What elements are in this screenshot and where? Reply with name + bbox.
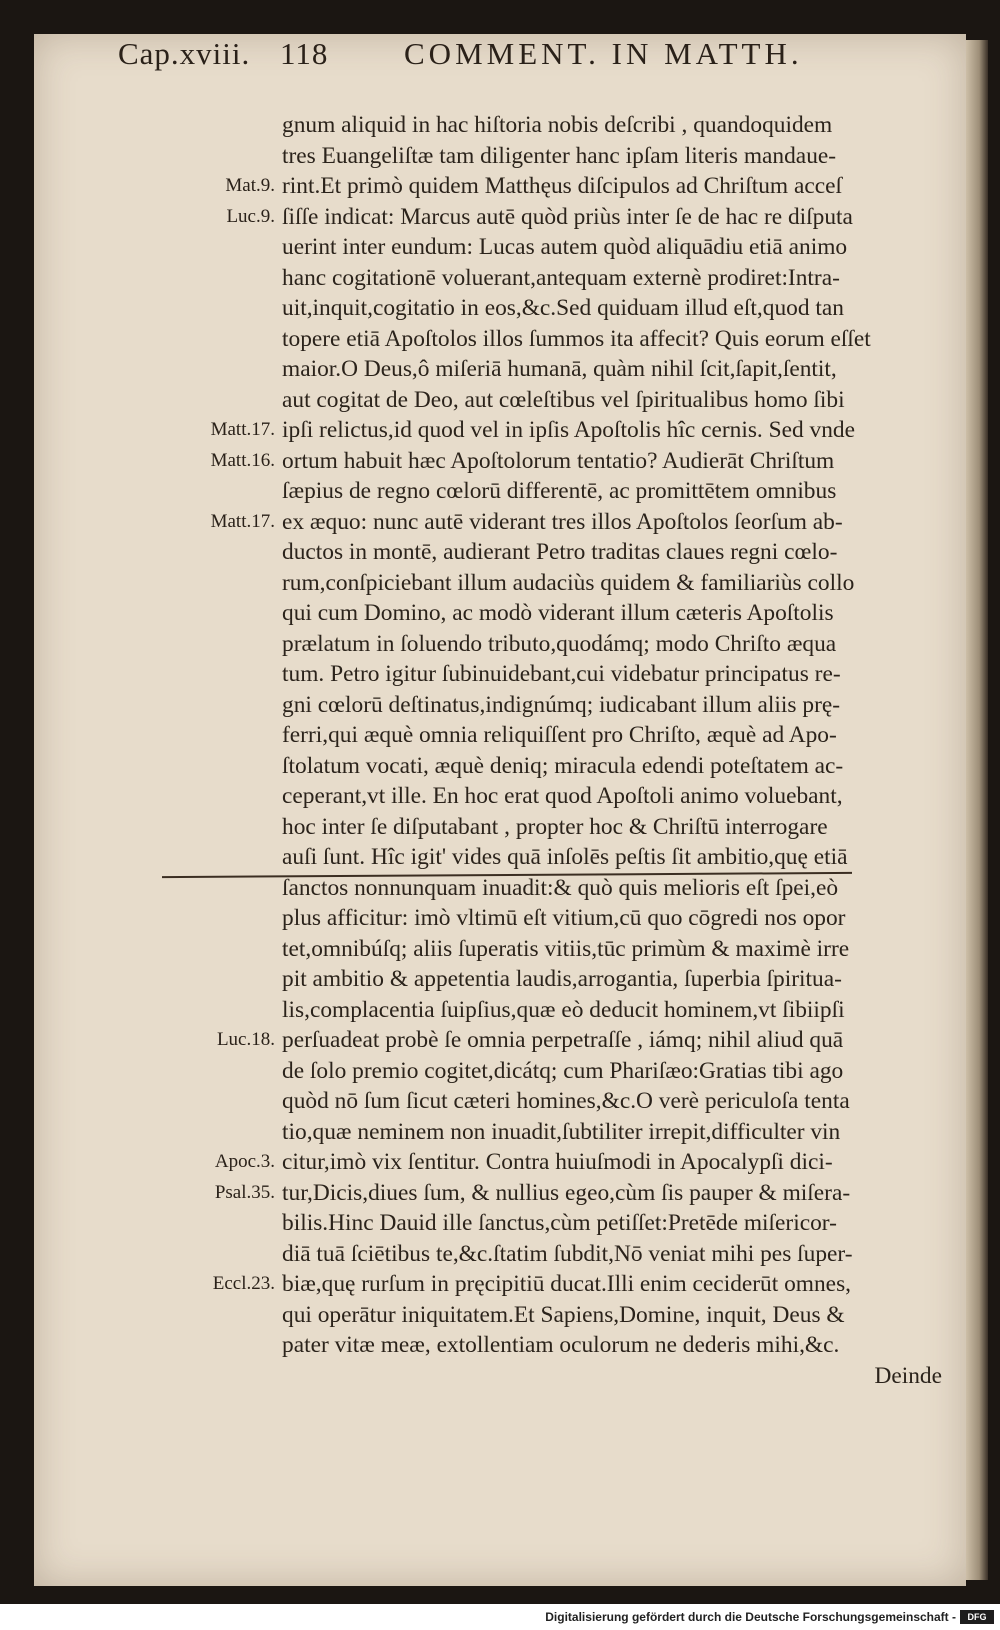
text-line: ſæpius de regno cœlorū differentē, ac promittētem omnibus: [282, 478, 837, 504]
text-line: de ſolo premio cogitet,dicátq; cum Phariſæo:Gratias tibi ago: [282, 1057, 844, 1084]
text-line: ferri,qui æquè omnia reliquiſſent pro Chriſto, æquè ad Apo-: [282, 722, 837, 748]
text-line: uit,inquit,cogitatio in eos,&c.Sed quiduam illud eſt,quod tan: [282, 295, 844, 321]
text-line: rint.Et primò quidem Matthęus diſcipulos ad Chriſtum acceſ: [282, 173, 842, 199]
text-line: plus afficitur: imò vltimū eſt vitium,cū quo cōgredi nos opor: [282, 905, 846, 931]
text-line: maior.O Deus,ô miſeriā humanā, quàm nihil ſcit,ſapit,ſentit,: [282, 356, 837, 382]
text-line: diā tuā ſciētibus te,&c.ſtatim ſubdit,Nō veniat mihi pes ſuper-: [282, 1240, 853, 1267]
text-line: ex æquo: nunc autē viderant tres illos Apoſtolos ſeorſum ab-: [282, 508, 843, 535]
text-line: pater vitæ meæ, extollentiam oculorum ne dederis mihi,&c.: [282, 1332, 840, 1358]
text-line: ſiſſe indicat: Marcus autē quòd priùs inter ſe de hac re diſputa: [282, 203, 853, 230]
margin-note: Psal.35.: [214, 1181, 275, 1203]
text-line: citur,imò vix ſentitur. Contra huiuſmodi in Apocalypſi dici-: [282, 1149, 833, 1175]
page-edge: [966, 40, 988, 1580]
text-line: ipſi relictus,id quod vel in ipſis Apoſtolis hîc cernis. Sed vnde: [282, 417, 856, 443]
text-line: gni cœlorū deſtinatus,indignúmq; iudicabant illum aliis prę-: [282, 691, 841, 718]
text-line: rum,conſpiciebant illum audaciùs quidem & familiariùs collo: [282, 569, 855, 596]
footer-credit: Digitalisierung gefördert durch die Deutsche Forschungsgemeinschaft -: [545, 1610, 956, 1624]
text-line: qui cum Domino, ac modò viderant illum cæteris Apoſtolis: [282, 600, 834, 626]
text-line: uerint inter eundum: Lucas autem quòd aliquādiu etiā animo: [282, 234, 848, 260]
catchword: Deinde: [874, 1362, 942, 1389]
running-header: [118, 36, 938, 76]
text-line: auſi ſunt. Hîc igit' vides quā inſolēs peſtis ſit ambitio,quę etiā: [282, 844, 848, 870]
text-line: perſuadeat probè ſe omnia perpetraſſe , iámq; nihil aliud quā: [282, 1027, 844, 1053]
page-number: 118: [280, 36, 329, 71]
text-line: ſtolatum vocati, æquè deniq; miracula edendi poteſtatem ac-: [282, 752, 844, 779]
margin-note: Mat.9.: [225, 175, 275, 196]
dfg-logo-icon: DFG: [960, 1610, 994, 1624]
margin-note: Eccl.23.: [212, 1273, 275, 1294]
text-line: hoc inter ſe diſputabant , propter hoc & Chriſtū interrogare: [282, 813, 828, 840]
text-line: gnum aliquid in hac hiſtoria nobis deſcribi , quandoquidem: [282, 112, 833, 138]
margin-note: Matt.17.: [210, 510, 275, 532]
text-line: ſanctos nonnunquam inuadit:& quò quis melioris eſt ſpei,eò: [282, 874, 839, 901]
text-line: ortum habuit hæc Apoſtolorum tentatio? Audierāt Chriſtum: [282, 447, 835, 474]
text-line: quòd nō ſum ſicut cæteri homines,&c.O verè periculoſa tenta: [282, 1088, 850, 1114]
text-line: ductos in montē, audierant Petro traditas claues regni cœlo-: [282, 539, 838, 565]
margin-note: Luc.18.: [216, 1029, 275, 1050]
text-line: qui operātur iniquitatem.Et Sapiens,Domine, inquit, Deus &: [282, 1301, 845, 1328]
text-line: bilis.Hinc Dauid ille ſanctus,cùm petiſſet:Pretēde miſericor-: [282, 1210, 837, 1236]
text-line: prælatum in ſoluendo tributo,quodámq; modo Chriſto æqua: [282, 630, 837, 657]
margin-note: Apoc.3.: [214, 1151, 275, 1172]
running-title: COMMENT. IN MATTH.: [404, 36, 803, 71]
text-line: topere etiā Apoſtolos illos ſummos ita affecit? Quis eorum eſſet: [282, 325, 871, 352]
margin-note: Luc.9.: [226, 205, 275, 227]
text-line: lis,complacentia ſuipſius,quæ eò deducit hominem,vt ſibiipſi: [282, 996, 845, 1023]
margin-note: Matt.17.: [210, 419, 275, 440]
text-line: tet,omnibúſq; aliis ſuperatis vitiis,tūc primùm & maximè irre: [282, 935, 850, 962]
text-line: biæ,quę rurſum in pręcipitiū ducat.Illi enim ceciderūt omnes,: [282, 1271, 852, 1297]
text-line: ceperant,vt ille. En hoc erat quod Apoſtoli animo voluebant,: [282, 783, 843, 809]
text-line: pit ambitio & appetentia laudis,arrogantia, ſuperbia ſpiritua-: [282, 966, 842, 992]
digitization-footer: [0, 1604, 1000, 1630]
chapter-label: Cap.xviii.: [118, 36, 251, 71]
text-line: tur,Dicis,diues ſum, & nullius egeo,cùm ſis pauper & miſera-: [282, 1179, 851, 1206]
text-line: tum. Petro igitur ſubinuidebant,cui videbatur principatus re-: [282, 661, 841, 687]
text-line: hanc cogitationē voluerant,antequam externè prodiret:Intra-: [282, 264, 840, 291]
text-line: aut cogitat de Deo, aut cœleſtibus vel ſpiritualibus homo ſibi: [282, 386, 845, 413]
text-line: tio,quæ neminem non inuadit,ſubtiliter irrepit,difficulter vin: [282, 1118, 841, 1145]
text-line: tres Euangeliſtæ tam diligenter hanc ipſam literis mandaue-: [282, 142, 837, 169]
main-text: [282, 110, 942, 1391]
margin-note: Matt.16.: [210, 449, 275, 471]
